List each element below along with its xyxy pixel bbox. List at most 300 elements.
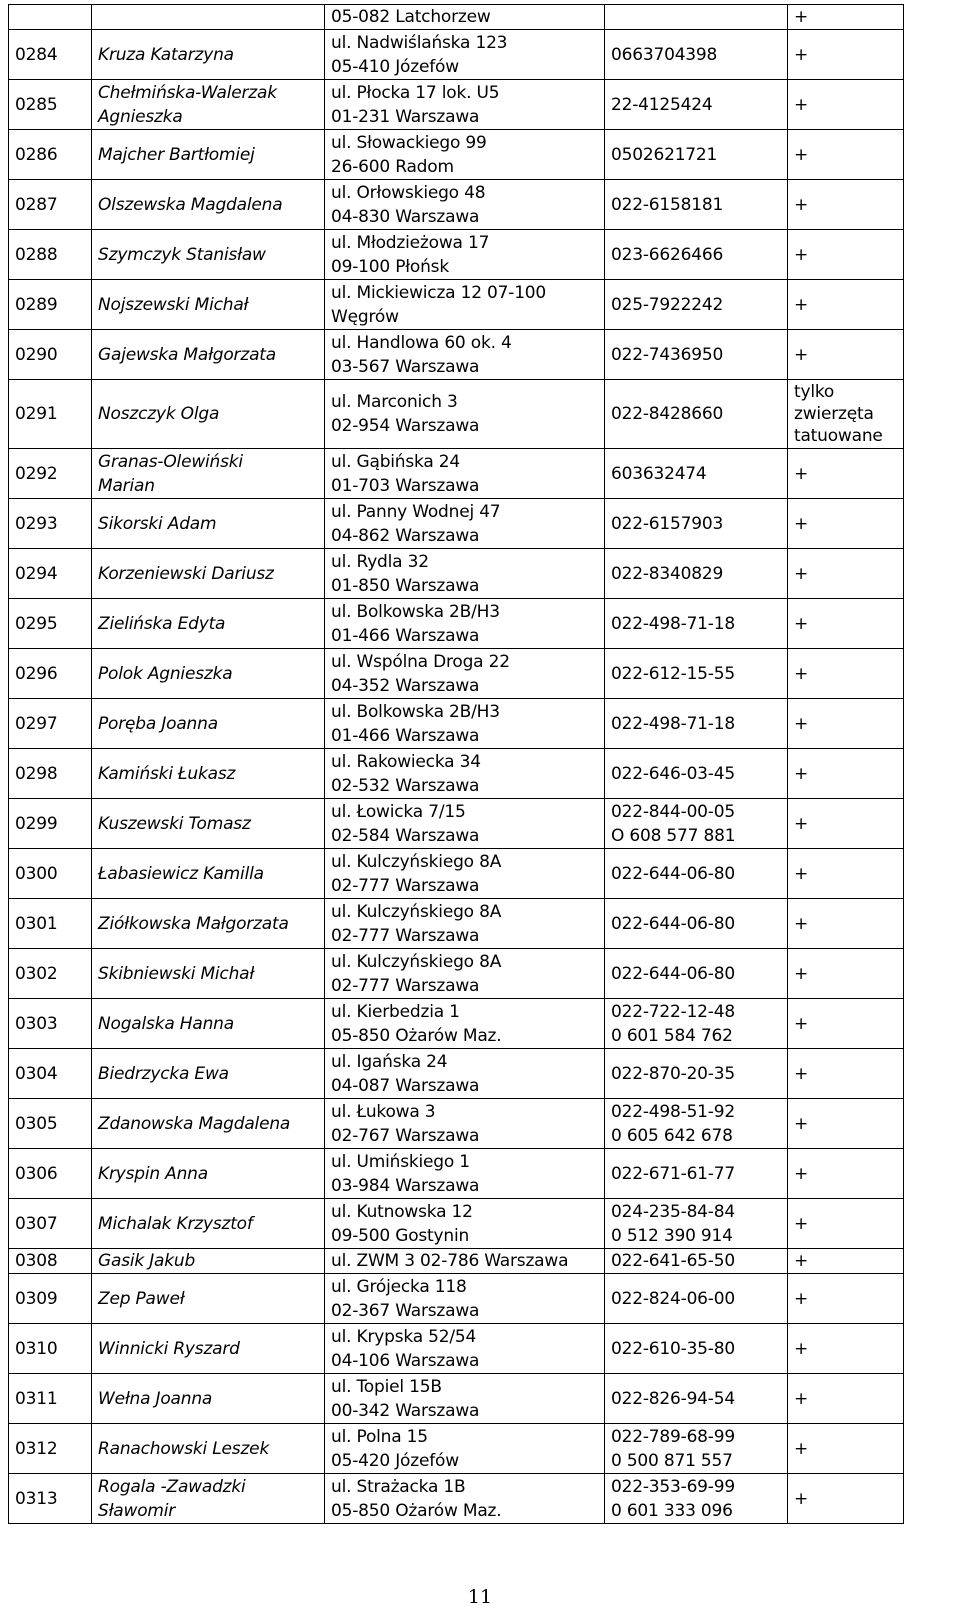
- address-line: ul. ZWM 3 02-786 Warszawa: [331, 1251, 569, 1271]
- owner-name-cell: [92, 849, 325, 899]
- owner-name-cell: [92, 549, 325, 599]
- address-cell: [325, 280, 605, 330]
- entry-number-cell: 0306: [9, 1149, 92, 1199]
- table-row: [9, 1324, 904, 1374]
- owner-name-cell: [92, 1199, 325, 1249]
- entry-number-cell: [9, 5, 92, 30]
- table-row: [9, 599, 904, 649]
- phone-cell: [605, 1374, 788, 1424]
- address-cell: [325, 599, 605, 649]
- entry-number-cell: 0288: [9, 230, 92, 280]
- phone-line: 022-612-15-55: [611, 663, 735, 684]
- status-mark-line: +: [794, 613, 809, 634]
- status-mark-line: +: [794, 344, 809, 365]
- phone-line: 0663704398: [611, 44, 718, 65]
- phone-line: 025-7922242: [611, 294, 724, 315]
- phone-line: 022-498-71-18: [611, 713, 735, 734]
- status-mark-line: +: [794, 1438, 809, 1459]
- status-mark-line: +: [794, 1213, 809, 1234]
- address-line: ul. Orłowskiego 48: [331, 182, 486, 203]
- address-cell: [325, 1274, 605, 1324]
- phone-cell: [605, 1474, 788, 1524]
- address-line: ul. Grójecka 118: [331, 1276, 467, 1297]
- phone-cell: [605, 999, 788, 1049]
- address-cell: [325, 1049, 605, 1099]
- owner-name-cell: [92, 449, 325, 499]
- address-line: 01-703 Warszawa: [331, 475, 480, 496]
- address-cell: [325, 5, 605, 30]
- address-line: ul. Strażacka 1B: [331, 1476, 466, 1497]
- status-mark-cell: [788, 499, 904, 549]
- address-cell: [325, 549, 605, 599]
- address-cell: [325, 30, 605, 80]
- owner-name-cell: [92, 180, 325, 230]
- address-line: 26-600 Radom: [331, 156, 454, 177]
- phone-line: 022-610-35-80: [611, 1338, 735, 1359]
- address-line: 02-777 Warszawa: [331, 925, 480, 946]
- phone-cell: [605, 280, 788, 330]
- address-line: 09-100 Płońsk: [331, 256, 449, 277]
- address-cell: [325, 699, 605, 749]
- table-row: [9, 649, 904, 699]
- phone-cell: [605, 699, 788, 749]
- status-mark-cell: [788, 230, 904, 280]
- entry-number-cell: 0286: [9, 130, 92, 180]
- status-mark-cell: [788, 749, 904, 799]
- owner-name-line: Skibniewski Michał: [98, 963, 255, 984]
- owner-name-line: Winnicki Ryszard: [98, 1338, 240, 1359]
- status-mark-cell: [788, 5, 904, 30]
- owner-name-line: Kamiński Łukasz: [98, 763, 236, 784]
- entry-number-cell: 0301: [9, 899, 92, 949]
- table-row: [9, 1199, 904, 1249]
- owner-name-line: Kuszewski Tomasz: [98, 813, 251, 834]
- address-cell: [325, 899, 605, 949]
- phone-cell: [605, 1099, 788, 1149]
- entry-number-cell: 0296: [9, 649, 92, 699]
- status-mark-cell: [788, 449, 904, 499]
- address-cell: [325, 849, 605, 899]
- owner-name-line: Agnieszka: [98, 106, 183, 127]
- owner-name-line: Zdanowska Magdalena: [98, 1113, 291, 1134]
- entry-number-cell: 0298: [9, 749, 92, 799]
- owner-name-line: Sławomir: [98, 1500, 176, 1521]
- owner-name-cell: [92, 1274, 325, 1324]
- owner-name-line: Korzeniewski Dariusz: [98, 563, 274, 584]
- table-row: [9, 449, 904, 499]
- address-cell: [325, 1199, 605, 1249]
- phone-line: 0 601 333 096: [611, 1500, 733, 1521]
- phone-line: 022-498-51-92: [611, 1101, 735, 1122]
- phone-line: 0 605 642 678: [611, 1125, 733, 1146]
- address-line: ul. Kulczyńskiego 8A: [331, 901, 502, 922]
- phone-line: 022-353-69-99: [611, 1476, 735, 1497]
- owner-name-line: Rogala -Zawadzki: [98, 1476, 246, 1497]
- status-mark-cell: [788, 330, 904, 380]
- table-row: [9, 899, 904, 949]
- status-mark-line: +: [794, 144, 809, 165]
- status-mark-line: +: [794, 463, 809, 484]
- address-cell: [325, 330, 605, 380]
- owner-name-cell: [92, 80, 325, 130]
- table-row: [9, 130, 904, 180]
- entry-number-cell: 0287: [9, 180, 92, 230]
- phone-cell: [605, 1049, 788, 1099]
- status-mark-cell: [788, 549, 904, 599]
- status-mark-cell: [788, 180, 904, 230]
- address-line: ul. Mickiewicza 12 07-100: [331, 282, 547, 303]
- entry-number-cell: 0299: [9, 799, 92, 849]
- address-line: 02-954 Warszawa: [331, 416, 480, 436]
- phone-line: 023-6626466: [611, 244, 724, 265]
- phone-line: 022-722-12-48: [611, 1001, 735, 1022]
- address-line: 04-862 Warszawa: [331, 525, 480, 546]
- phone-cell: [605, 130, 788, 180]
- address-line: ul. Panny Wodnej 47: [331, 501, 501, 522]
- address-cell: [325, 1324, 605, 1374]
- owner-name-cell: [92, 899, 325, 949]
- phone-cell: [605, 30, 788, 80]
- owner-name-line: Poręba Joanna: [98, 713, 218, 734]
- owner-name-line: Ziółkowska Małgorzata: [98, 913, 289, 934]
- address-line: 05-420 Józefów: [331, 1450, 459, 1471]
- address-cell: [325, 1424, 605, 1474]
- address-cell: [325, 380, 605, 449]
- entry-number-cell: 0307: [9, 1199, 92, 1249]
- owner-name-line: Nogalska Hanna: [98, 1013, 234, 1034]
- address-line: ul. Nadwiślańska 123: [331, 32, 508, 53]
- status-mark-cell: [788, 999, 904, 1049]
- phone-line: 022-641-65-50: [611, 1251, 735, 1271]
- phone-line: 022-8340829: [611, 563, 724, 584]
- status-mark-line: tylko: [794, 382, 835, 402]
- phone-line: 022-824-06-00: [611, 1288, 735, 1309]
- address-cell: [325, 749, 605, 799]
- status-mark-line: +: [794, 1013, 809, 1034]
- phone-cell: [605, 1424, 788, 1474]
- phone-cell: [605, 1249, 788, 1274]
- address-cell: [325, 999, 605, 1049]
- phone-line: 022-644-06-80: [611, 913, 735, 934]
- phone-line: 022-646-03-45: [611, 763, 735, 784]
- entry-number-cell: 0309: [9, 1274, 92, 1324]
- address-line: ul. Rakowiecka 34: [331, 751, 481, 772]
- status-mark-line: +: [794, 513, 809, 534]
- owner-name-cell: [92, 999, 325, 1049]
- phone-line: 022-870-20-35: [611, 1063, 735, 1084]
- entry-number-cell: 0310: [9, 1324, 92, 1374]
- status-mark-line: +: [794, 1163, 809, 1184]
- owner-name-line: Granas-Olewiński: [98, 451, 243, 472]
- address-cell: [325, 949, 605, 999]
- owner-name-line: Marian: [98, 475, 155, 496]
- status-mark-line: +: [794, 194, 809, 215]
- owner-name-line: Zep Paweł: [98, 1288, 185, 1309]
- owner-name-cell: [92, 330, 325, 380]
- owner-name-cell: [92, 230, 325, 280]
- table-row: [9, 799, 904, 849]
- phone-line: 024-235-84-84: [611, 1201, 735, 1222]
- entry-number-cell: 0312: [9, 1424, 92, 1474]
- phone-line: 22-4125424: [611, 94, 713, 115]
- owner-name-line: Zielińska Edyta: [98, 613, 226, 634]
- entry-number-cell: 0303: [9, 999, 92, 1049]
- phone-line: 022-671-61-77: [611, 1163, 735, 1184]
- entry-number-cell: 0290: [9, 330, 92, 380]
- address-cell: [325, 80, 605, 130]
- address-line: ul. Płocka 17 lok. U5: [331, 82, 500, 103]
- owner-name-cell: [92, 1099, 325, 1149]
- address-line: Węgrów: [331, 306, 399, 327]
- owner-name-cell: [92, 499, 325, 549]
- status-mark-cell: [788, 1424, 904, 1474]
- address-line: ul. Krypska 52/54: [331, 1326, 477, 1347]
- status-mark-cell: [788, 1324, 904, 1374]
- address-line: 00-342 Warszawa: [331, 1400, 480, 1421]
- registry-rows: [9, 5, 904, 1524]
- address-line: ul. Umińskiego 1: [331, 1151, 470, 1172]
- address-line: ul. Łukowa 3: [331, 1101, 436, 1122]
- status-mark-cell: [788, 1474, 904, 1524]
- address-line: 01-466 Warszawa: [331, 625, 480, 646]
- address-cell: [325, 449, 605, 499]
- status-mark-line: +: [794, 44, 809, 65]
- address-line: 03-984 Warszawa: [331, 1175, 480, 1196]
- table-row: [9, 999, 904, 1049]
- status-mark-cell: [788, 80, 904, 130]
- status-mark-line: +: [794, 94, 809, 115]
- phone-cell: [605, 749, 788, 799]
- table-row: [9, 1149, 904, 1199]
- owner-name-line: Noszczyk Olga: [98, 404, 220, 424]
- table-row: [9, 280, 904, 330]
- owner-name-line: Polok Agnieszka: [98, 663, 233, 684]
- phone-line: 022-7436950: [611, 344, 724, 365]
- entry-number-cell: 0289: [9, 280, 92, 330]
- owner-name-line: Ranachowski Leszek: [98, 1438, 270, 1459]
- status-mark-line: +: [794, 913, 809, 934]
- table-row: [9, 1474, 904, 1524]
- table-row: [9, 1249, 904, 1274]
- status-mark-line: +: [794, 763, 809, 784]
- owner-name-cell: [92, 1424, 325, 1474]
- phone-cell: [605, 549, 788, 599]
- status-mark-line: +: [794, 963, 809, 984]
- phone-cell: [605, 330, 788, 380]
- phone-cell: [605, 380, 788, 449]
- phone-line: 022-644-06-80: [611, 863, 735, 884]
- address-cell: [325, 230, 605, 280]
- status-mark-line: +: [794, 1063, 809, 1084]
- owner-name-line: Gasik Jakub: [98, 1251, 196, 1271]
- phone-cell: [605, 80, 788, 130]
- status-mark-line: +: [794, 1388, 809, 1409]
- entry-number-cell: 0285: [9, 80, 92, 130]
- phone-line: 022-498-71-18: [611, 613, 735, 634]
- phone-cell: [605, 1149, 788, 1199]
- entry-number-cell: 0305: [9, 1099, 92, 1149]
- status-mark-cell: [788, 799, 904, 849]
- address-line: 02-777 Warszawa: [331, 875, 480, 896]
- phone-line: 0 500 871 557: [611, 1450, 733, 1471]
- owner-name-line: Sikorski Adam: [98, 513, 217, 534]
- entry-number-cell: 0311: [9, 1374, 92, 1424]
- status-mark-cell: [788, 599, 904, 649]
- table-row: [9, 1424, 904, 1474]
- address-line: ul. Marconich 3: [331, 392, 458, 412]
- status-mark-line: tatuowane: [794, 426, 883, 446]
- phone-line: 022-844-00-05: [611, 801, 735, 822]
- phone-cell: [605, 230, 788, 280]
- status-mark-cell: [788, 1274, 904, 1324]
- phone-line: 0502621721: [611, 144, 718, 165]
- address-line: ul. Igańska 24: [331, 1051, 448, 1072]
- status-mark-line: +: [794, 1488, 809, 1509]
- owner-name-cell: [92, 799, 325, 849]
- owner-name-cell: [92, 699, 325, 749]
- phone-line: 022-789-68-99: [611, 1426, 735, 1447]
- table-row: [9, 1274, 904, 1324]
- address-line: 01-231 Warszawa: [331, 106, 480, 127]
- owner-name-cell: [92, 1149, 325, 1199]
- phone-cell: [605, 499, 788, 549]
- status-mark-cell: [788, 1049, 904, 1099]
- status-mark-cell: [788, 1149, 904, 1199]
- address-line: ul. Łowicka 7/15: [331, 801, 466, 822]
- phone-cell: [605, 599, 788, 649]
- page-number: 11: [467, 1586, 493, 1608]
- table-row: [9, 1099, 904, 1149]
- entry-number-cell: 0292: [9, 449, 92, 499]
- status-mark-line: +: [794, 813, 809, 834]
- table-row: [9, 949, 904, 999]
- status-mark-cell: [788, 380, 904, 449]
- phone-line: O 608 577 881: [611, 825, 736, 846]
- address-cell: [325, 1249, 605, 1274]
- owner-name-cell: [92, 1374, 325, 1424]
- table-row: [9, 80, 904, 130]
- status-mark-line: +: [794, 1113, 809, 1134]
- address-line: ul. Kulczyńskiego 8A: [331, 851, 502, 872]
- owner-name-cell: [92, 1474, 325, 1524]
- table-row: [9, 330, 904, 380]
- address-line: ul. Polna 15: [331, 1426, 428, 1447]
- table-row: [9, 1049, 904, 1099]
- phone-cell: [605, 899, 788, 949]
- entry-number-cell: 0313: [9, 1474, 92, 1524]
- address-cell: [325, 1374, 605, 1424]
- table-row: [9, 1374, 904, 1424]
- status-mark-cell: [788, 280, 904, 330]
- address-line: 02-767 Warszawa: [331, 1125, 480, 1146]
- table-row: [9, 499, 904, 549]
- status-mark-cell: [788, 30, 904, 80]
- owner-name-cell: [92, 5, 325, 30]
- table-row: [9, 180, 904, 230]
- status-mark-line: +: [794, 7, 809, 27]
- status-mark-line: +: [794, 294, 809, 315]
- entry-number-cell: 0294: [9, 549, 92, 599]
- owner-name-line: Michalak Krzysztof: [98, 1213, 253, 1234]
- owner-name-cell: [92, 1049, 325, 1099]
- address-cell: [325, 180, 605, 230]
- address-line: ul. Rydla 32: [331, 551, 429, 572]
- status-mark-cell: [788, 1374, 904, 1424]
- entry-number-cell: 0304: [9, 1049, 92, 1099]
- address-line: ul. Bolkowska 2B/H3: [331, 701, 500, 722]
- address-line: 01-466 Warszawa: [331, 725, 480, 746]
- address-line: ul. Handlowa 60 ok. 4: [331, 332, 512, 353]
- address-line: 05-850 Ożarów Maz.: [331, 1500, 502, 1521]
- owner-name-line: Biedrzycka Ewa: [98, 1063, 229, 1084]
- phone-line: 022-6157903: [611, 513, 724, 534]
- phone-cell: [605, 1324, 788, 1374]
- address-line: 02-532 Warszawa: [331, 775, 480, 796]
- status-mark-cell: [788, 649, 904, 699]
- owner-name-cell: [92, 380, 325, 449]
- status-mark-line: +: [794, 1251, 809, 1271]
- phone-line: 0 512 390 914: [611, 1225, 733, 1246]
- table-row: [9, 5, 904, 30]
- entry-number-cell: 0297: [9, 699, 92, 749]
- entry-number-cell: 0300: [9, 849, 92, 899]
- address-line: 04-106 Warszawa: [331, 1350, 480, 1371]
- table-row: [9, 549, 904, 599]
- status-mark-line: +: [794, 1338, 809, 1359]
- phone-cell: [605, 1199, 788, 1249]
- status-mark-line: +: [794, 563, 809, 584]
- address-cell: [325, 499, 605, 549]
- owner-name-line: Gajewska Małgorzata: [98, 344, 276, 365]
- status-mark-line: +: [794, 863, 809, 884]
- address-line: ul. Topiel 15B: [331, 1376, 442, 1397]
- phone-cell: [605, 799, 788, 849]
- phone-cell: [605, 949, 788, 999]
- owner-name-cell: [92, 1324, 325, 1374]
- address-cell: [325, 649, 605, 699]
- address-line: 02-367 Warszawa: [331, 1300, 480, 1321]
- status-mark-cell: [788, 949, 904, 999]
- owner-name-line: Łabasiewicz Kamilla: [98, 863, 264, 884]
- phone-cell: [605, 449, 788, 499]
- owner-name-cell: [92, 1249, 325, 1274]
- owner-name-line: Szymczyk Stanisław: [98, 244, 266, 265]
- status-mark-cell: [788, 849, 904, 899]
- owner-name-line: Majcher Bartłomiej: [98, 144, 255, 165]
- phone-line: 603632474: [611, 463, 707, 484]
- status-mark-cell: [788, 1199, 904, 1249]
- entry-number-cell: 0308: [9, 1249, 92, 1274]
- address-cell: [325, 1099, 605, 1149]
- owner-name-cell: [92, 130, 325, 180]
- status-mark-cell: [788, 1099, 904, 1149]
- address-line: ul. Kierbedzia 1: [331, 1001, 460, 1022]
- address-line: 05-850 Ożarów Maz.: [331, 1025, 502, 1046]
- owner-name-cell: [92, 280, 325, 330]
- status-mark-line: +: [794, 713, 809, 734]
- phone-cell: [605, 180, 788, 230]
- owner-name-cell: [92, 30, 325, 80]
- status-mark-line: zwierzęta: [794, 404, 874, 424]
- phone-cell: [605, 849, 788, 899]
- table-row: [9, 849, 904, 899]
- status-mark-cell: [788, 130, 904, 180]
- phone-line: 022-6158181: [611, 194, 724, 215]
- status-mark-line: +: [794, 1288, 809, 1309]
- entry-number-cell: 0302: [9, 949, 92, 999]
- owner-name-line: Kryspin Anna: [98, 1163, 208, 1184]
- address-line: ul. Kutnowska 12: [331, 1201, 473, 1222]
